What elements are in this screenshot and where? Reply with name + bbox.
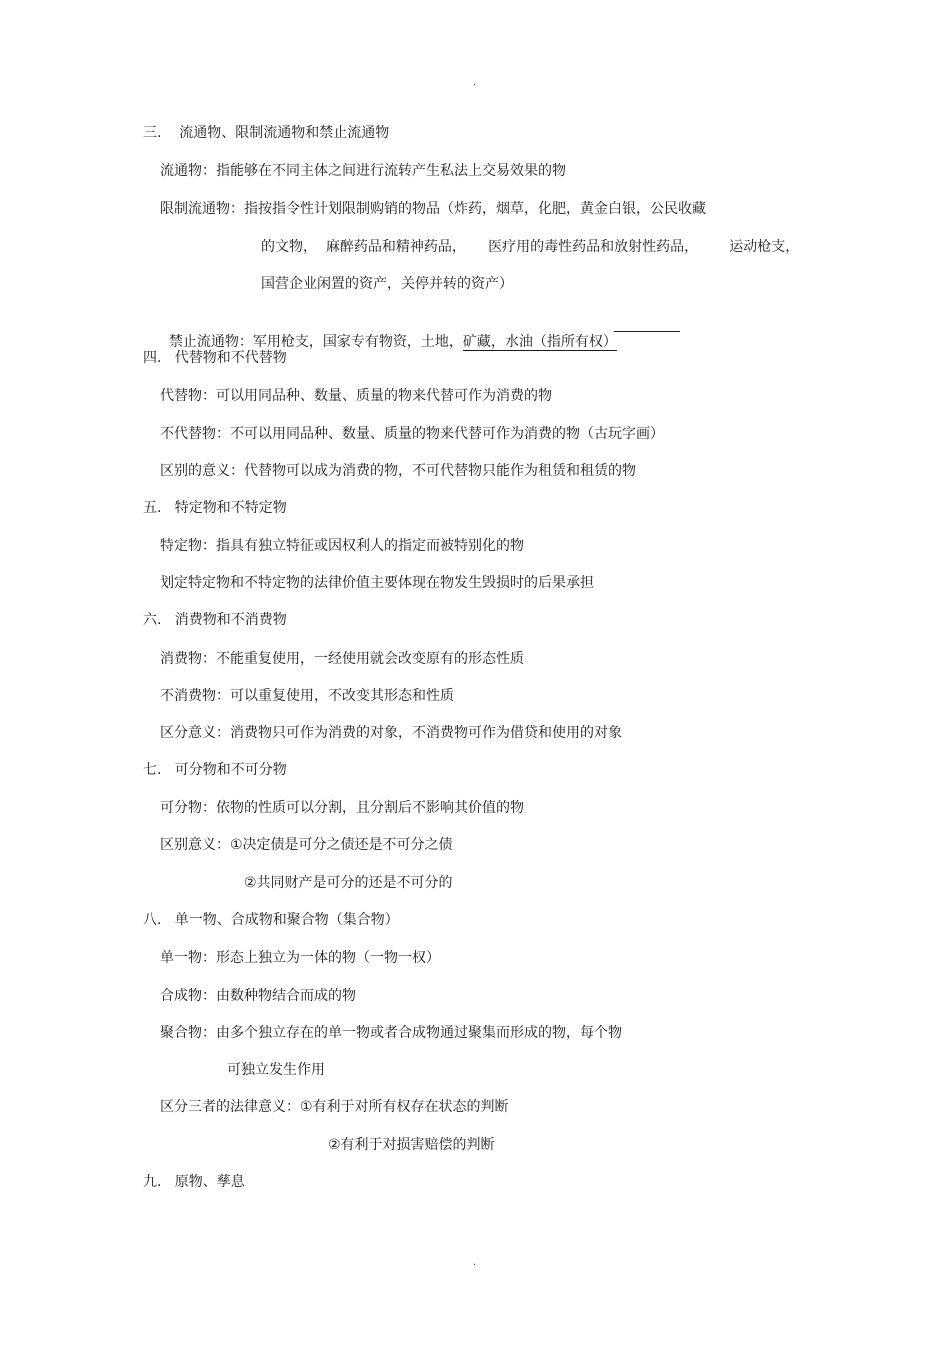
composite-definition: 合成物：由数种物结合而成的物 xyxy=(160,988,356,1004)
specific-definition: 特定物：指具有独立特征或因权利人的指定而被特别化的物 xyxy=(160,538,524,554)
fungible-significance: 区别的意义：代替物可以成为消费的物，不可代替物只能作为租赁和租赁的物 xyxy=(160,463,636,479)
divisible-significance-1: 区别意义：①决定债是可分之债还是不可分之债 xyxy=(160,837,453,853)
underline-extension xyxy=(614,331,680,332)
section-5-heading: 五. 特定物和不特定物 xyxy=(143,500,287,516)
nonfungible-definition: 不代替物：不可以用同品种、数量、质量的物来代替可作为消费的物（古玩字画） xyxy=(160,426,664,442)
section-7-heading: 七. 可分物和不可分物 xyxy=(143,762,287,778)
section-4-heading: 四. 代替物和不代替物 xyxy=(143,350,287,366)
prohibited-definition xyxy=(160,312,617,352)
fungible-definition: 代替物：可以用同品种、数量、质量的物来代替可作为消费的物 xyxy=(160,388,552,404)
divisible-definition: 可分物：依物的性质可以分割，且分割后不影响其价值的物 xyxy=(160,800,524,816)
divisible-significance-2: ②共同财产是可分的还是不可分的 xyxy=(244,875,453,891)
single-definition: 单一物：形态上独立为一体的物（一物一权） xyxy=(160,950,440,966)
aggregate-definition-2: 可独立发生作用 xyxy=(227,1062,325,1078)
consumable-definition: 消费物：不能重复使用，一经使用就会改变原有的形态性质 xyxy=(160,651,524,667)
section-6-heading: 六. 消费物和不消费物 xyxy=(143,612,287,628)
legal-significance-1: 区分三者的法律意义：①有利于对所有权存在状态的判断 xyxy=(160,1099,509,1115)
specific-legal-value: 划定特定物和不特定物的法律价值主要体现在物发生毁损时的后果承担 xyxy=(160,575,594,591)
aggregate-definition-1: 聚合物：由多个独立存在的单一物或者合成物通过聚集而形成的物，每个物 xyxy=(160,1025,622,1041)
restricted-definition-line-1: 限制流通物：指按指令性计划限制购销的物品（炸药，烟草，化肥，黄金白银，公民收藏 xyxy=(160,201,706,217)
restricted-definition-line-2: 的文物， 麻醉药品和精神药品， 医疗用的毒性药品和放射性药品， 运动枪支， xyxy=(261,239,800,255)
section-8-heading: 八. 单一物、合成物和聚合物（集合物） xyxy=(143,912,399,928)
section-3-heading: 三. 流通物、限制流通物和禁止流通物 xyxy=(143,125,390,141)
restricted-definition-line-3: 国营企业闲置的资产，关停并转的资产） xyxy=(261,276,513,292)
consumable-significance: 区分意义：消费物只可作为消费的对象，不消费物可作为借贷和使用的对象 xyxy=(160,725,622,741)
top-page-mark: . xyxy=(473,77,477,88)
circulating-definition: 流通物：指能够在不同主体之间进行流转产生私法上交易效果的物 xyxy=(160,163,566,179)
bottom-page-mark: . xyxy=(473,1257,477,1268)
legal-significance-2: ②有利于对损害赔偿的判断 xyxy=(328,1137,495,1153)
nonconsumable-definition: 不消费物：可以重复使用，不改变其形态和性质 xyxy=(160,688,454,704)
prohibited-definition-plain: 禁止流通物：军用枪支，国家专有物资，土地， xyxy=(168,334,463,350)
prohibited-definition-underlined: 矿藏，水油（指所有权） xyxy=(462,334,617,350)
section-9-heading: 九. 原物、孳息 xyxy=(143,1174,245,1190)
